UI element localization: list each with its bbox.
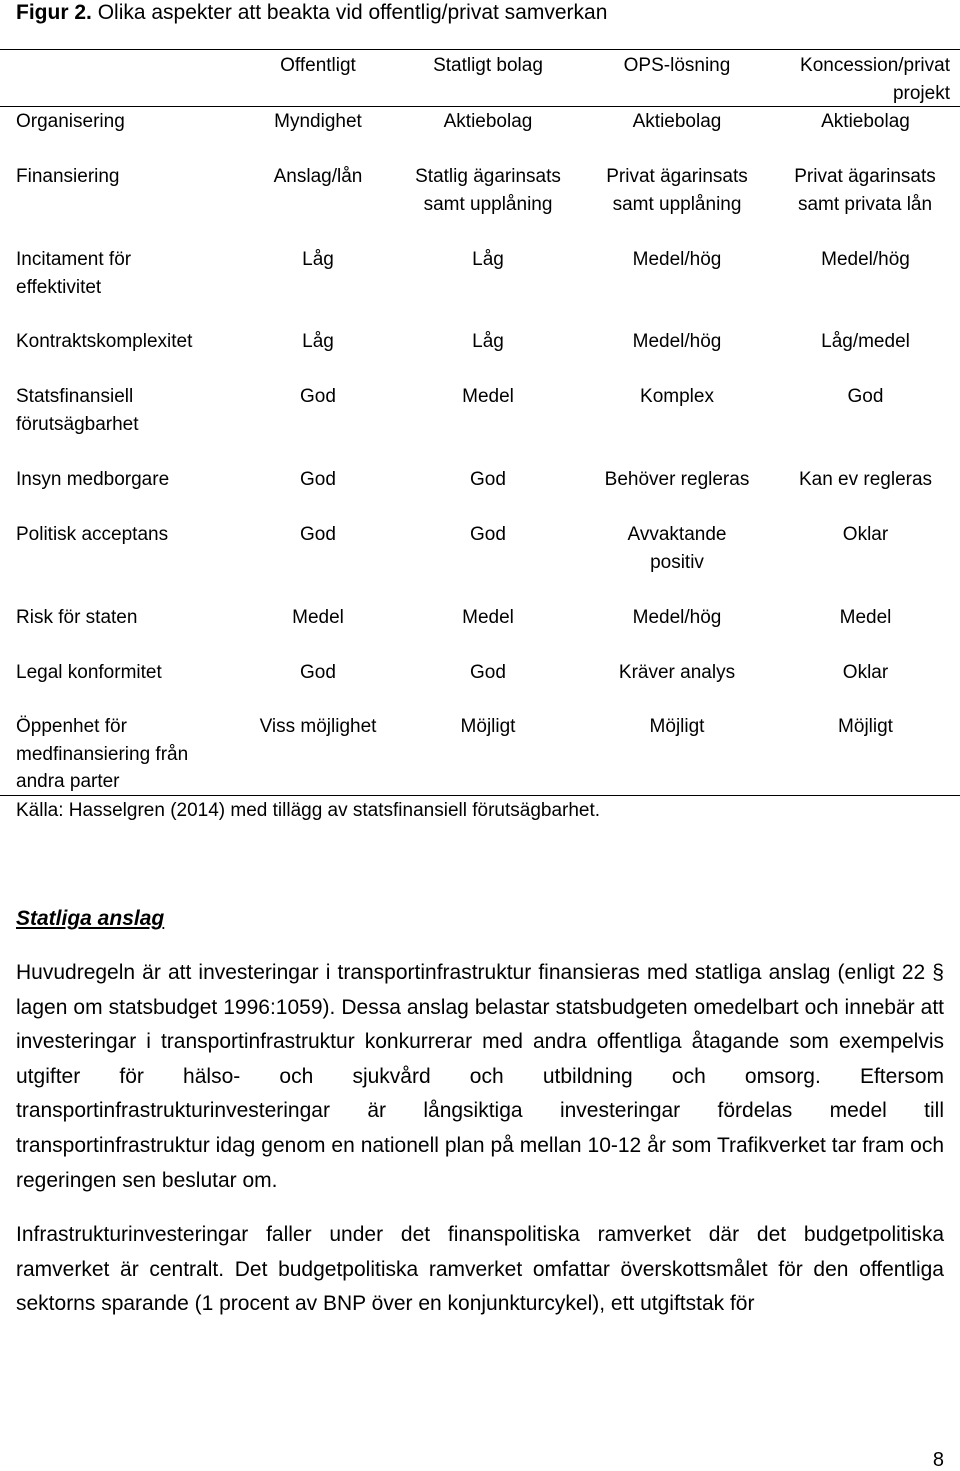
table-cell: God bbox=[470, 469, 506, 490]
table-cell: Komplex bbox=[640, 386, 714, 407]
row-label: Insyn medborgare bbox=[16, 469, 170, 490]
table-cell: Statlig ägarinsats samt upplåning bbox=[415, 166, 561, 215]
section-heading: Statliga anslag bbox=[16, 907, 165, 930]
table-cell: Avvaktande positiv bbox=[627, 524, 727, 573]
table-cell: Medel bbox=[462, 386, 514, 407]
row-label: Legal konformitet bbox=[16, 662, 162, 683]
table-cell: God bbox=[300, 386, 336, 407]
table-cell: Låg bbox=[302, 331, 334, 352]
table-cell: Låg/medel bbox=[821, 331, 910, 352]
table-cell: Kräver analys bbox=[618, 662, 736, 683]
table-cell: Möjligt bbox=[649, 716, 705, 737]
table-source-note: Källa: Hasselgren (2014) med tillägg av statsfinansiell förutsägbarhet. bbox=[16, 800, 601, 821]
figure-caption bbox=[16, 0, 607, 26]
table-cell: God bbox=[300, 524, 336, 545]
table-cell: Medel/hög bbox=[821, 249, 910, 270]
table-cell: Privat ägarinsats samt upplåning bbox=[606, 166, 748, 215]
row-label: Organisering bbox=[16, 111, 125, 132]
table-cell: Låg bbox=[302, 249, 334, 270]
figure-title: Olika aspekter att beakta vid offentlig/privat samverkan bbox=[97, 1, 608, 24]
body-paragraph: Huvudregeln är att investeringar i transportinfrastruktur finansieras med statliga anslag (enligt 22 § lagen om statsbudget 1996:1059). Dessa anslag belastar statsbudgeten omedelbart och innebär att investeringar i transportinfrastruktur konkurrerar med andra offentliga åtagande som exempelvis utgifter för hälso- och sjukvård och utbildning och omsorg. Eftersom transportinfrastrukturinvesteringar är långsiktiga investeringar fördelas medel till transportinfrastruktur idag genom en nationell plan på mellan 10-12 år som Trafikverket tar fram och regeringen sen beslutar om. bbox=[16, 961, 944, 1192]
column-header: Statligt bolag bbox=[433, 55, 543, 76]
table-cell: God bbox=[300, 662, 336, 683]
table-cell: Medel bbox=[292, 607, 344, 628]
table-cell: God bbox=[470, 524, 506, 545]
table-cell: Aktiebolag bbox=[632, 111, 722, 132]
table-cell: Oklar bbox=[842, 662, 889, 683]
table-cell: Privat ägarinsats samt privata lån bbox=[794, 166, 936, 215]
body-paragraph: Infrastrukturinvesteringar faller under det finanspolitiska ramverket där det budgetpolitiska ramverket är centralt. Det budgetpolitiska ramverket omfattar överskottsmålet för den offentliga sektorns sparande (1 procent av BNP över en konjunkturcykel), ett utgiftstak för bbox=[16, 1223, 944, 1316]
table-cell: Medel/hög bbox=[632, 331, 722, 352]
row-label: Politisk acceptans bbox=[16, 524, 169, 545]
table-cell: Anslag/lån bbox=[273, 166, 363, 187]
column-header: OPS-lösning bbox=[623, 55, 731, 76]
table-cell: Oklar bbox=[842, 524, 889, 545]
table-cell: Aktiebolag bbox=[821, 111, 910, 132]
row-label: Statsfinansiell förutsägbarhet bbox=[16, 386, 139, 435]
page-number: 8 bbox=[932, 1449, 944, 1471]
table-cell: Medel/hög bbox=[632, 607, 722, 628]
table-cell: Viss möjlighet bbox=[259, 716, 377, 737]
table-top-rule bbox=[0, 49, 960, 50]
column-header: Offentligt bbox=[280, 55, 356, 76]
row-label: Incitament för effektivitet bbox=[16, 249, 132, 298]
table-cell: Möjligt bbox=[460, 716, 516, 737]
figure-label: Figur 2. bbox=[16, 1, 92, 24]
table-cell: Medel bbox=[839, 607, 892, 628]
table-cell: Myndighet bbox=[274, 111, 362, 132]
table-cell: Medel bbox=[462, 607, 514, 628]
table-cell: God bbox=[847, 386, 884, 407]
table-cell: God bbox=[470, 662, 506, 683]
table-cell: Låg bbox=[472, 331, 504, 352]
row-label: Kontraktskomplexitet bbox=[16, 331, 193, 352]
table-cell: Kan ev regleras bbox=[798, 469, 933, 490]
column-header: Koncession/privat projekt bbox=[800, 55, 950, 104]
row-label: Öppenhet för medfinansiering från andra parter bbox=[16, 716, 189, 792]
table-cell: God bbox=[300, 469, 336, 490]
table-cell: Behöver regleras bbox=[604, 469, 750, 490]
row-label: Risk för staten bbox=[16, 607, 138, 628]
table-cell: Möjligt bbox=[838, 716, 893, 737]
table-cell: Låg bbox=[472, 249, 504, 270]
table-cell: Medel/hög bbox=[632, 249, 722, 270]
row-label: Finansiering bbox=[16, 166, 120, 187]
table-cell: Aktiebolag bbox=[443, 111, 533, 132]
